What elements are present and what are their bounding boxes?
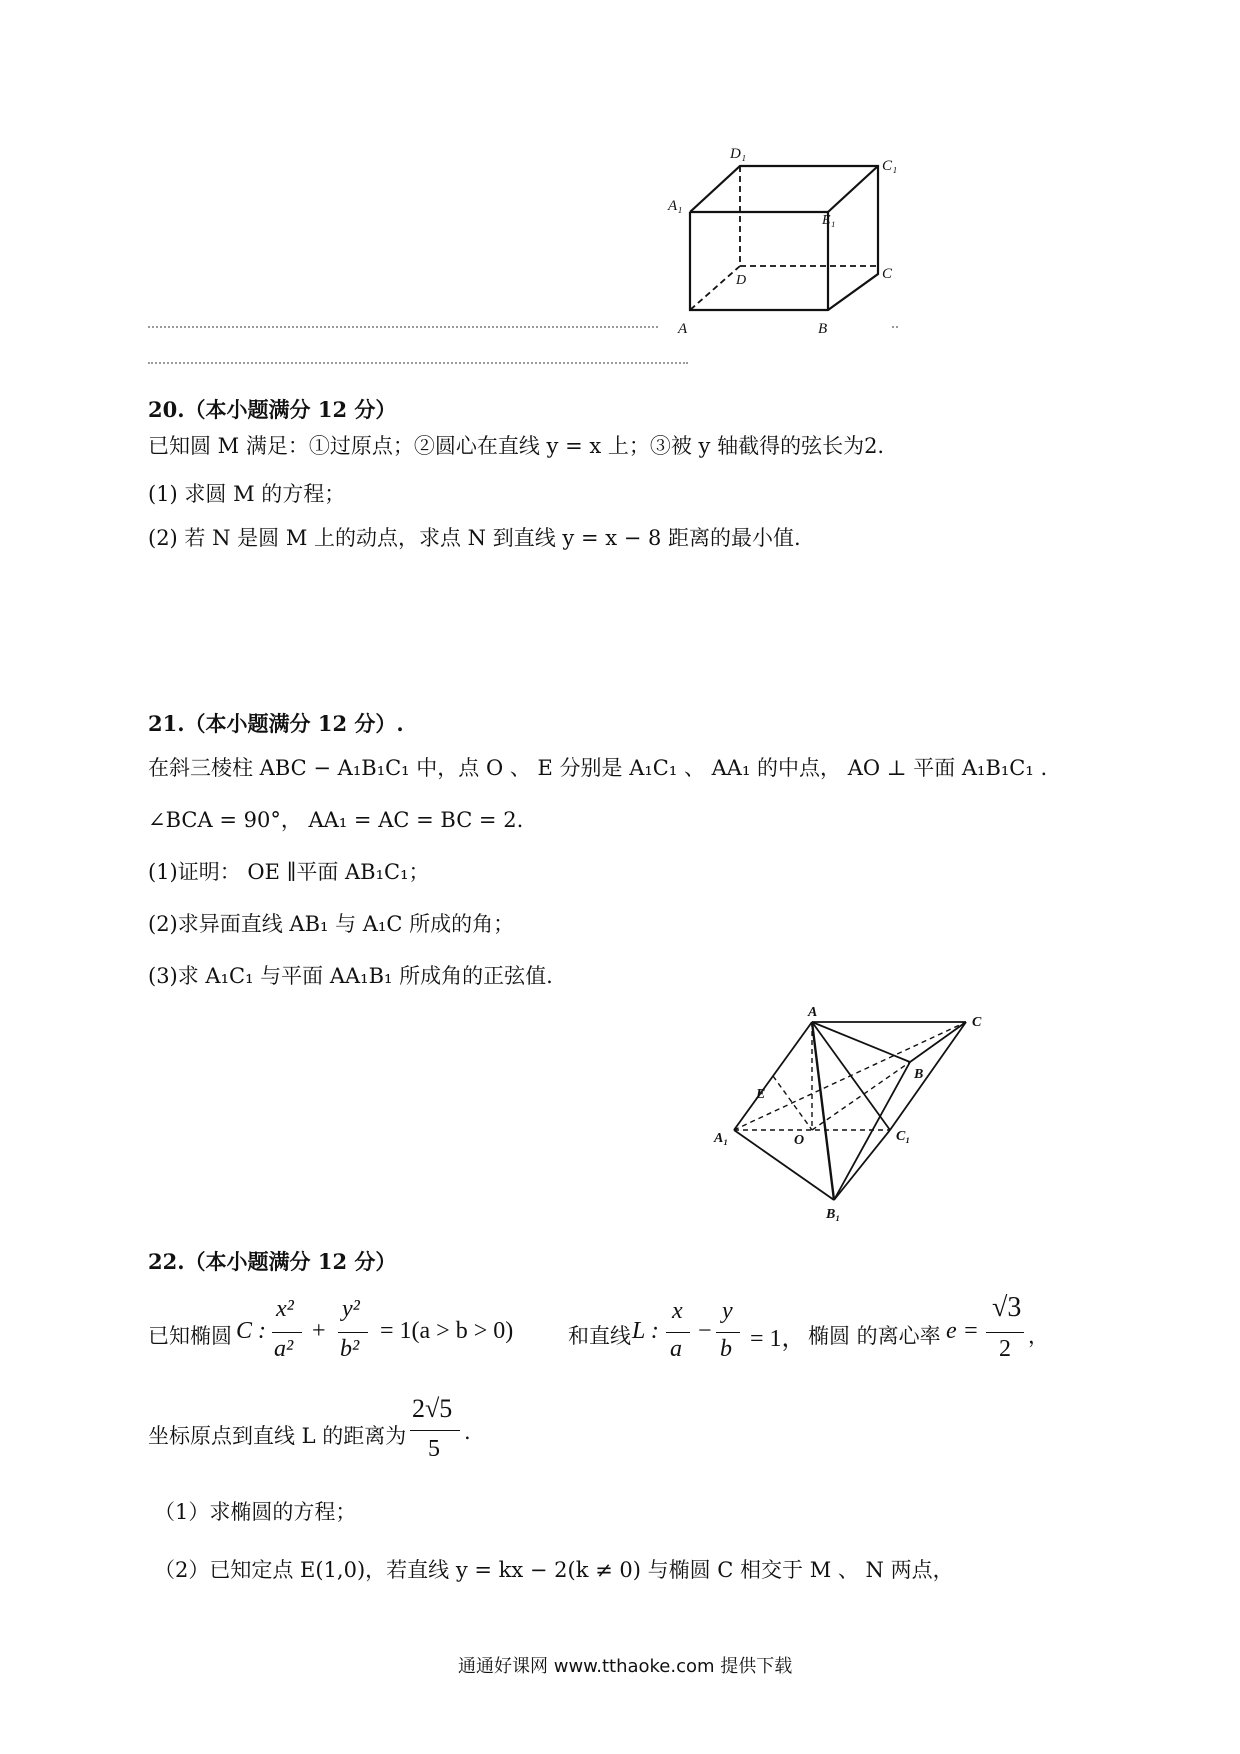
distance-text: 坐标原点到直线 L 的距离为 [148, 1424, 407, 1448]
frac-bar [410, 1430, 460, 1431]
q21-part1: (1)证明： OE ∥平面 AB₁C₁； [148, 860, 430, 884]
label-A: A [678, 321, 688, 337]
q22-part1: （1）求椭圆的方程； [154, 1500, 357, 1524]
prism-figure [710, 1000, 1000, 1225]
q20-part1: (1) 求圆 M 的方程； [148, 482, 346, 506]
q20-part2: (2) 若 N 是圆 M 上的动点，求点 N 到直线 y = x − 8 距离的最小值. [148, 526, 801, 550]
plus-sign: + [312, 1318, 326, 1344]
frac-y2-num: y² [342, 1296, 360, 1322]
dist-period: . [464, 1420, 471, 1444]
label-B1: B₁ [826, 1207, 841, 1222]
label-B: B [914, 1067, 924, 1082]
label-A1: A₁ [668, 198, 683, 214]
q21-condition: ∠BCA = 90°， AA₁ = AC = BC = 2. [148, 808, 524, 832]
label-D: D [736, 273, 747, 288]
label-C: C [972, 1015, 982, 1030]
dist-num: 2√5 [412, 1394, 453, 1423]
q20-stem: 已知圆 M 满足：①过原点；②圆心在直线 y = x 上；③被 y 轴截得的弦长为2. [148, 434, 885, 458]
label-A1: A₁ [714, 1131, 729, 1146]
frac-x2-num: x² [276, 1296, 294, 1322]
frac-x-num: x [672, 1298, 683, 1324]
label-C1: C₁ [882, 158, 898, 174]
dotted-rule-1b [892, 326, 898, 328]
q22-heading: 22.（本小题满分 12 分） [148, 1249, 397, 1274]
ellipse-name: C : [236, 1318, 266, 1344]
minus-sign: − [698, 1318, 712, 1344]
q21-part2: (2)求异面直线 AB₁ 与 A₁C 所成的角； [148, 912, 515, 936]
dist-den: 5 [428, 1436, 440, 1462]
ecc-text: 椭圆 的离心率 [808, 1324, 941, 1348]
ecc-num: √3 [992, 1292, 1022, 1323]
frac-a2-den: a² [274, 1336, 294, 1362]
stem-prefix: 已知椭圆 [148, 1324, 232, 1348]
frac-bar [716, 1332, 740, 1333]
label-E1: E₁ [822, 213, 836, 228]
frac-bar [986, 1332, 1024, 1333]
frac-b-den: b [720, 1336, 732, 1362]
frac-bar [338, 1332, 368, 1333]
frac-y-num: y [722, 1298, 733, 1324]
line-equals: = 1， [750, 1326, 806, 1352]
label-C: C [882, 266, 893, 282]
label-E: E [756, 1087, 766, 1102]
ecc-comma: ， [1028, 1324, 1049, 1348]
line-prefix: 和直线 [568, 1324, 631, 1348]
frac-bar [272, 1332, 302, 1333]
frac-b2-den: b² [340, 1336, 360, 1362]
q21-part3: (3)求 A₁C₁ 与平面 AA₁B₁ 所成角的正弦值. [148, 964, 553, 988]
ellipse-condition: = 1(a > b > 0) [380, 1318, 514, 1344]
line-name: L : [632, 1318, 659, 1344]
q22-distance-line [148, 1394, 648, 1474]
frac-a-den: a [670, 1336, 682, 1362]
label-O: O [794, 1133, 805, 1148]
q22-part2: （2）已知定点 E(1,0)，若直线 y = kx − 2(k ≠ 0) 与椭圆 C 相交于 M 、 N 两点， [154, 1558, 954, 1582]
frac-bar [666, 1332, 690, 1333]
q21-heading: 21.（本小题满分 12 分）. [148, 711, 404, 736]
dotted-rule-1 [148, 326, 658, 328]
label-C1: C₁ [896, 1129, 911, 1144]
dotted-rule-2 [148, 362, 688, 364]
page-footer: 通通好课网 www.tthaoke.com 提供下载 [458, 1656, 793, 1677]
q20-heading: 20.（本小题满分 12 分） [148, 397, 397, 422]
q21-stem: 在斜三棱柱 ABC − A₁B₁C₁ 中，点 O 、 E 分别是 A₁C₁ 、 AA₁ 的中点， AO ⊥ 平面 A₁B₁C₁ . [148, 756, 1048, 780]
cuboid-figure [660, 140, 910, 340]
ecc-var: e = [946, 1318, 979, 1344]
ecc-den: 2 [999, 1336, 1011, 1362]
label-D1: D₁ [730, 146, 747, 162]
q22-stem [148, 1292, 1049, 1370]
label-A: A [808, 1005, 818, 1020]
label-B: B [818, 321, 828, 337]
